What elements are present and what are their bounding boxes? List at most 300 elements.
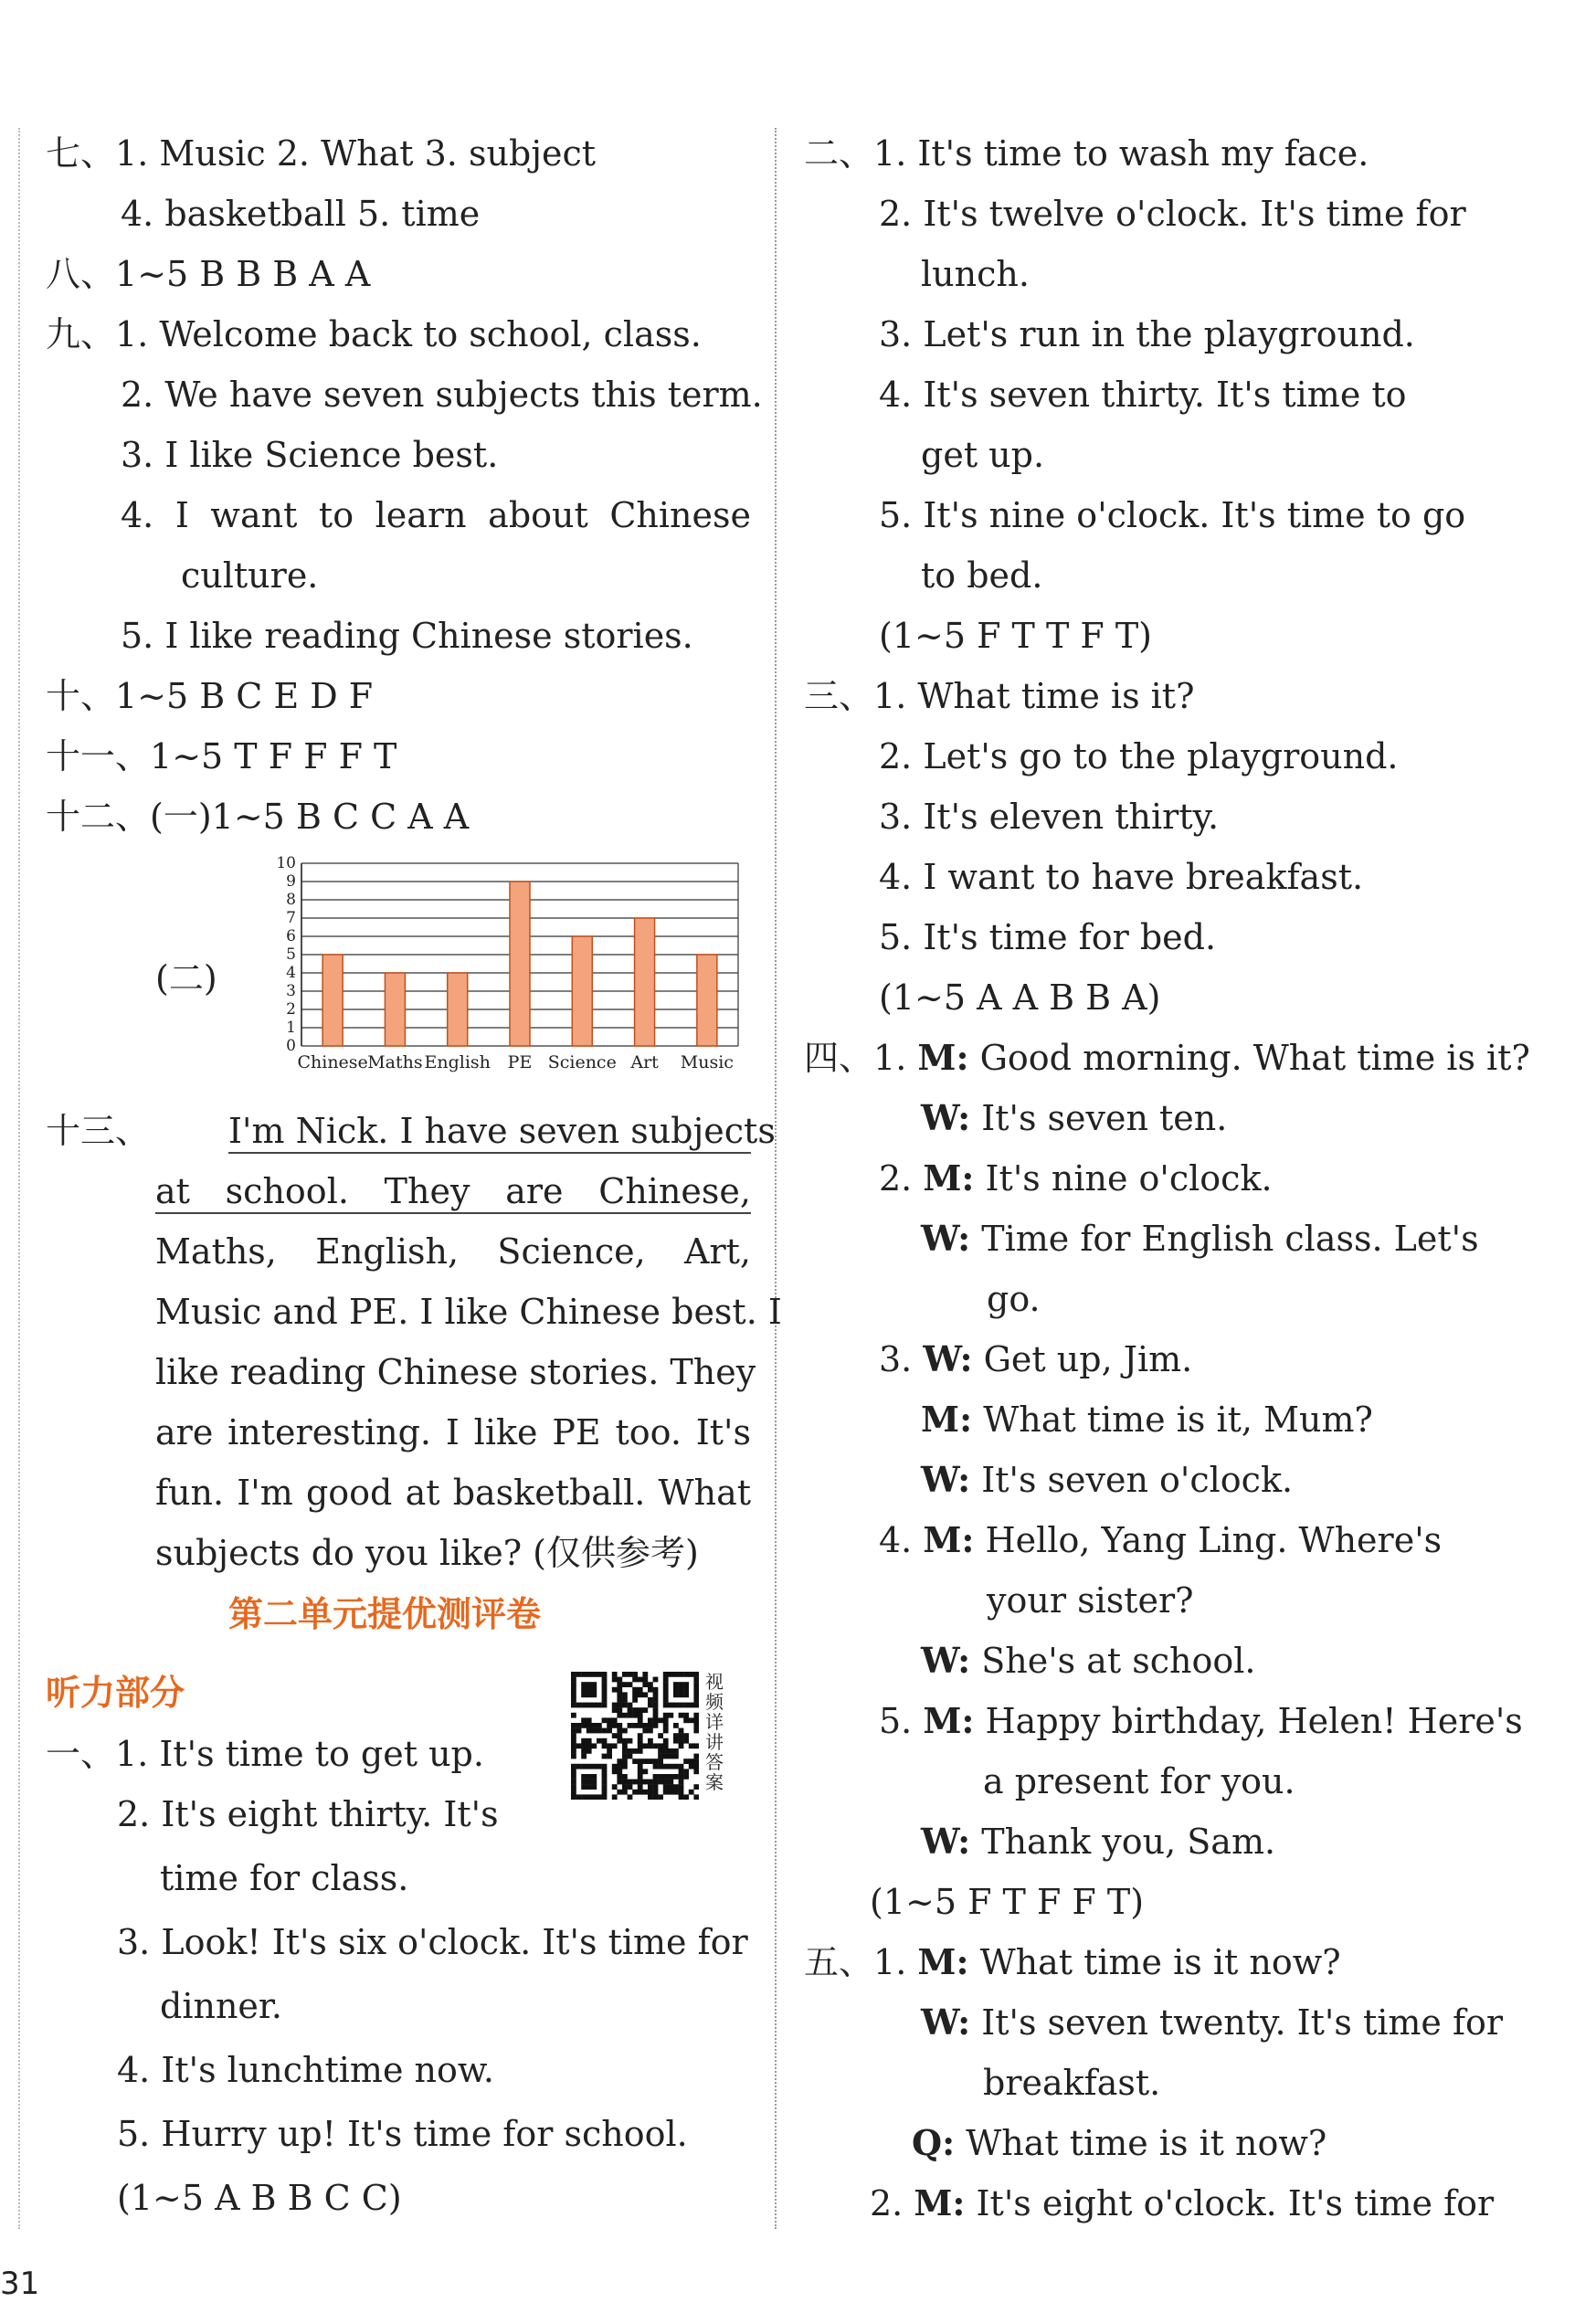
section-3 — [804, 675, 1194, 717]
qr-module — [587, 1717, 592, 1723]
qr-module — [663, 1713, 669, 1718]
section-4-q5-w — [921, 1821, 1275, 1863]
qr-module — [642, 1723, 648, 1728]
qr-module — [648, 1743, 653, 1748]
section-8-answers: 1~5 B B B A A — [115, 254, 371, 294]
qr-module — [632, 1713, 638, 1718]
qr-module — [622, 1728, 628, 1734]
qr-module — [576, 1703, 582, 1708]
qr-module — [617, 1682, 622, 1687]
qr-module — [689, 1703, 694, 1708]
qr-module — [576, 1764, 582, 1769]
section-9-line-4: 4. I want to learn about Chinese — [121, 495, 751, 535]
qr-module — [668, 1748, 673, 1754]
dialogue-text: Good morning. What time is it? — [979, 1038, 1530, 1078]
section-4-q4-w — [921, 1640, 1256, 1682]
qr-module — [632, 1672, 638, 1677]
section-4-q4-m-cont: your sister? — [987, 1580, 1194, 1621]
qr-module — [622, 1759, 628, 1764]
qr-module — [602, 1780, 608, 1785]
qr-module — [581, 1794, 587, 1800]
qr-module — [622, 1774, 628, 1780]
bar-pe — [510, 882, 530, 1046]
qr-module — [653, 1784, 659, 1790]
section-2 — [804, 132, 1369, 174]
qr-module — [673, 1764, 679, 1769]
qr-module — [617, 1703, 622, 1708]
qr-module — [597, 1738, 602, 1744]
speaker-w: W: — [921, 1459, 971, 1500]
qr-module — [617, 1733, 622, 1738]
qr-module — [607, 1748, 612, 1754]
qr-module — [576, 1723, 582, 1728]
section-13-line-4: Music and PE. I like Chinese best. I — [155, 1292, 782, 1332]
qr-module — [602, 1774, 608, 1780]
qr-module — [679, 1672, 684, 1677]
qr-module — [693, 1728, 699, 1734]
qr-module — [617, 1723, 622, 1728]
qr-module — [673, 1754, 679, 1759]
qr-module — [653, 1692, 659, 1697]
speaker-w: W: — [921, 2001, 971, 2043]
section-4-q2-w — [921, 1218, 1479, 1260]
dialogue-text: Get up, Jim. — [983, 1339, 1193, 1379]
qr-module — [653, 1713, 659, 1718]
section-1-line-4: 4. It's lunchtime now. — [117, 2050, 494, 2090]
y-tick-label: 5 — [286, 945, 296, 964]
qr-module — [663, 1723, 669, 1728]
qr-module — [612, 1764, 618, 1769]
qr-module — [632, 1707, 638, 1713]
qr-module — [668, 1774, 673, 1780]
speaker-m: M: — [917, 1941, 969, 1982]
qr-module — [679, 1769, 684, 1774]
section-5-q1-m — [804, 1941, 1341, 1983]
section-13-line-8: subjects do you like? (仅供参考) — [155, 1533, 699, 1573]
qr-module — [571, 1682, 576, 1687]
qr-module — [689, 1759, 694, 1764]
section-2-line-5-cont: to bed. — [921, 555, 1043, 596]
section-3-heading: 三、 — [804, 676, 874, 716]
qr-module — [571, 1697, 576, 1703]
section-1-answers: (1~5 A B B C C) — [117, 2178, 402, 2218]
qr-module — [591, 1723, 597, 1728]
qr-module — [602, 1717, 608, 1723]
qr-module — [591, 1794, 597, 1800]
qr-module — [638, 1748, 643, 1754]
section-2-line-4-cont: get up. — [921, 435, 1045, 475]
qr-module — [587, 1774, 592, 1780]
section-5-q1-w — [921, 2001, 1503, 2044]
qr-module — [693, 1769, 699, 1774]
qr-module — [673, 1703, 679, 1708]
qr-module — [638, 1769, 643, 1774]
section-4-q1-m — [804, 1037, 1530, 1079]
qr-module — [597, 1703, 602, 1708]
section-4-q5-m-cont: a present for you. — [983, 1761, 1295, 1801]
qr-module — [658, 1754, 663, 1759]
section-9-line-4-cont: culture. — [181, 555, 319, 596]
qr-module — [689, 1672, 694, 1677]
qr-module — [642, 1672, 648, 1677]
section-9-line-5: 5. I like reading Chinese stories. — [121, 616, 693, 656]
qr-module — [683, 1703, 689, 1708]
section-9-line-3: 3. I like Science best. — [121, 435, 499, 475]
speaker-w: W: — [923, 1338, 973, 1379]
qr-module — [642, 1759, 648, 1764]
qr-module — [638, 1692, 643, 1697]
qr-caption: 视频详讲答案 — [705, 1671, 724, 1793]
qr-module — [597, 1672, 602, 1677]
section-4-q3-w — [879, 1338, 1192, 1380]
qr-module — [663, 1780, 669, 1785]
qr-module — [653, 1774, 659, 1780]
qr-module — [653, 1794, 659, 1800]
qr-module — [622, 1784, 628, 1790]
section-1-line-3-cont: dinner. — [160, 1986, 282, 2026]
qr-module — [632, 1748, 638, 1754]
qr-module — [642, 1677, 648, 1683]
qr-module — [642, 1769, 648, 1774]
qr-module — [587, 1672, 592, 1677]
qr-module — [693, 1687, 699, 1693]
y-tick-label: 4 — [286, 964, 296, 982]
y-tick-label: 3 — [286, 982, 296, 1000]
qr-module — [642, 1743, 648, 1748]
y-tick-label: 7 — [286, 909, 296, 927]
section-5-q2-m — [870, 2182, 1494, 2224]
qr-module — [602, 1672, 608, 1677]
qr-module — [612, 1784, 618, 1790]
section-10-heading: 十、 — [46, 676, 116, 716]
section-2-answers: (1~5 F T T F T) — [879, 616, 1153, 656]
qr-module — [648, 1703, 653, 1708]
qr-module — [683, 1717, 689, 1723]
qr-module — [679, 1728, 684, 1734]
qr-module — [653, 1677, 659, 1683]
speaker-m: M: — [923, 1700, 975, 1741]
qr-module — [612, 1717, 618, 1723]
qr-module — [638, 1790, 643, 1795]
qr-module — [571, 1703, 576, 1708]
section-1-line-1: 1. It's time to get up. — [115, 1734, 484, 1774]
page-number: 31 — [0, 2265, 40, 2302]
qr-module — [571, 1723, 576, 1728]
x-tick-label: Chinese — [297, 1052, 368, 1072]
y-tick-label: 10 — [276, 854, 296, 872]
qr-module — [653, 1707, 659, 1713]
qr-module — [693, 1692, 699, 1697]
section-7-heading: 七、 — [46, 133, 116, 174]
qr-module — [648, 1784, 653, 1790]
qr-module — [683, 1794, 689, 1800]
qr-module — [622, 1682, 628, 1687]
qr-module — [612, 1677, 618, 1683]
y-tick-label: 8 — [286, 891, 296, 909]
qr-module — [602, 1687, 608, 1693]
bar-science — [572, 936, 592, 1046]
qr-module — [617, 1774, 622, 1780]
qr-module — [653, 1687, 659, 1693]
section-4-q3-m — [921, 1399, 1373, 1441]
section-5-heading: 五、 — [804, 1942, 874, 1982]
qr-module — [679, 1692, 684, 1697]
dialogue-text: What time is it now? — [979, 1942, 1341, 1982]
qr-module — [693, 1754, 699, 1759]
dialogue-text: It's seven ten. — [981, 1098, 1228, 1138]
qr-module — [683, 1692, 689, 1697]
qr-module — [668, 1754, 673, 1759]
qr-module — [571, 1780, 576, 1785]
qr-module — [693, 1759, 699, 1764]
qr-module — [576, 1743, 582, 1748]
qr-module — [612, 1672, 618, 1677]
qr-module — [602, 1769, 608, 1774]
x-tick-label: PE — [507, 1052, 533, 1072]
qr-module — [648, 1682, 653, 1687]
qr-module — [612, 1794, 618, 1800]
qr-module — [683, 1687, 689, 1693]
qr-module — [663, 1764, 669, 1769]
qr-module — [576, 1672, 582, 1677]
qr-module — [673, 1682, 679, 1687]
unit-title: 第二单元提优测评卷 — [228, 1594, 542, 1634]
qr-module — [658, 1780, 663, 1785]
qr-module — [638, 1723, 643, 1728]
section-5-q1-w-cont: breakfast. — [983, 2063, 1161, 2103]
qr-module — [632, 1697, 638, 1703]
qr-module — [668, 1780, 673, 1785]
qr-module — [653, 1764, 659, 1769]
bar-maths — [385, 973, 405, 1046]
section-4-q2-w-cont: go. — [987, 1279, 1041, 1319]
qr-module — [693, 1717, 699, 1723]
qr-module — [673, 1790, 679, 1795]
qr-module — [693, 1682, 699, 1687]
qr-module — [581, 1717, 587, 1723]
qr-module — [628, 1713, 633, 1718]
qr-module — [673, 1748, 679, 1754]
qr-module — [576, 1794, 582, 1800]
section-1-heading: 一、 — [46, 1734, 116, 1774]
qr-module — [663, 1697, 669, 1703]
qr-module — [607, 1717, 612, 1723]
qr-module — [673, 1784, 679, 1790]
qr-module — [689, 1764, 694, 1769]
qr-module — [689, 1743, 694, 1748]
qr-module — [638, 1738, 643, 1744]
qr-module — [591, 1672, 597, 1677]
dialogue-text: It's seven o'clock. — [981, 1460, 1294, 1500]
qr-module — [587, 1723, 592, 1728]
speaker-w: W: — [921, 1097, 971, 1138]
qr-module — [571, 1672, 576, 1677]
section-5-q1-q — [912, 2122, 1326, 2164]
qr-module — [679, 1743, 684, 1748]
x-tick-label: Maths — [367, 1052, 423, 1072]
section-2-line-3: 3. Let's run in the playground. — [879, 314, 1415, 354]
qr-module — [628, 1682, 633, 1687]
qr-module — [587, 1703, 592, 1708]
qr-module — [571, 1790, 576, 1795]
qr-module — [581, 1692, 587, 1697]
dialogue-text: It's nine o'clock. — [985, 1158, 1273, 1199]
section-2-heading: 二、 — [804, 133, 874, 174]
qr-module — [642, 1682, 648, 1687]
q-number: 5. — [879, 1701, 913, 1741]
qr-module — [683, 1713, 689, 1718]
qr-module — [663, 1790, 669, 1795]
qr-module — [663, 1774, 669, 1780]
qr-module — [648, 1728, 653, 1734]
qr-module — [679, 1713, 684, 1718]
speaker-w: W: — [921, 1821, 971, 1862]
qr-module — [683, 1759, 689, 1764]
bar-music — [697, 955, 717, 1046]
qr-module — [653, 1780, 659, 1785]
qr-module — [679, 1687, 684, 1693]
qr-module — [663, 1692, 669, 1697]
dialogue-text: What time is it now? — [966, 2123, 1327, 2163]
qr-module — [571, 1677, 576, 1683]
qr-module — [679, 1780, 684, 1785]
qr-module — [642, 1728, 648, 1734]
qr-module — [628, 1794, 633, 1800]
qr-module — [628, 1723, 633, 1728]
qr-module — [642, 1780, 648, 1785]
qr-module — [658, 1717, 663, 1723]
qr-module — [668, 1790, 673, 1795]
qr-module — [581, 1738, 587, 1744]
section-4-q2-m — [879, 1157, 1273, 1199]
y-tick-label: 6 — [286, 927, 296, 945]
section-3-line-3: 3. It's eleven thirty. — [879, 797, 1220, 837]
section-1-line-3: 3. Look! It's six o'clock. It's time for — [117, 1922, 748, 1962]
qr-module — [617, 1728, 622, 1734]
qr-module — [587, 1764, 592, 1769]
qr-module — [571, 1769, 576, 1774]
qr-module — [571, 1692, 576, 1697]
qr-module — [679, 1738, 684, 1744]
qr-module — [617, 1677, 622, 1683]
speaker-w: W: — [921, 1218, 971, 1259]
qr-module — [622, 1672, 628, 1677]
qr-module — [617, 1769, 622, 1774]
dialogue-text: Time for English class. Let's — [981, 1219, 1479, 1259]
section-11-heading: 十一、 — [46, 736, 151, 776]
dialogue-text: Hello, Yang Ling. Where's — [985, 1520, 1443, 1560]
section-4-q1-w — [921, 1097, 1227, 1139]
qr-module — [581, 1743, 587, 1748]
qr-module — [597, 1728, 602, 1734]
qr-module — [658, 1764, 663, 1769]
section-1-line-2: 2. It's eight thirty. It's — [117, 1794, 499, 1834]
section-13-line-2: at school. They are Chinese, — [155, 1170, 751, 1214]
section-7 — [46, 132, 596, 174]
qr-module — [617, 1707, 622, 1713]
column-divider — [775, 128, 777, 2229]
qr-module — [663, 1672, 669, 1677]
qr-module — [591, 1743, 597, 1748]
qr-module — [612, 1703, 618, 1708]
qr-module — [663, 1677, 669, 1683]
qr-module — [648, 1697, 653, 1703]
qr-module — [679, 1733, 684, 1738]
qr-module — [591, 1687, 597, 1693]
qr-module — [648, 1759, 653, 1764]
qr-module — [622, 1780, 628, 1785]
qr-module — [617, 1687, 622, 1693]
qr-module — [607, 1754, 612, 1759]
qr-module — [571, 1733, 576, 1738]
qr-code-icon[interactable] — [571, 1672, 699, 1800]
qr-module — [628, 1754, 633, 1759]
q-number: 3. — [879, 1339, 913, 1379]
y-tick-label: 0 — [286, 1037, 296, 1055]
qr-module — [581, 1687, 587, 1693]
qr-module — [648, 1738, 653, 1744]
qr-module — [638, 1743, 643, 1748]
speaker-m: M: — [914, 2182, 966, 2223]
qr-module — [683, 1682, 689, 1687]
qr-module — [602, 1682, 608, 1687]
qr-module — [658, 1733, 663, 1738]
y-tick-label: 9 — [286, 872, 296, 891]
qr-module — [648, 1717, 653, 1723]
qr-module — [617, 1790, 622, 1795]
qr-module — [602, 1677, 608, 1683]
section-9-line-2: 2. We have seven subjects this term. — [121, 375, 763, 415]
q-number: 2. — [879, 1158, 913, 1199]
qr-module — [638, 1764, 643, 1769]
x-tick-label: Music — [680, 1052, 734, 1072]
qr-module — [683, 1769, 689, 1774]
qr-module — [612, 1733, 618, 1738]
section-12-heading: 十二、 — [46, 797, 151, 837]
qr-module — [653, 1723, 659, 1728]
qr-module — [673, 1692, 679, 1697]
qr-module — [638, 1780, 643, 1785]
qr-module — [628, 1738, 633, 1744]
section-10-answers: 1~5 B C E D F — [115, 676, 374, 716]
qr-module — [581, 1723, 587, 1728]
section-13-line-6: are interesting. I like PE too. It's — [155, 1412, 751, 1452]
section-9-heading: 九、 — [46, 314, 116, 354]
qr-module — [602, 1784, 608, 1790]
section-12-part-2-label: (二) — [155, 958, 217, 998]
qr-module — [591, 1784, 597, 1790]
section-4-q5-m — [879, 1700, 1523, 1742]
qr-module — [663, 1743, 669, 1748]
qr-module — [587, 1682, 592, 1687]
qr-module — [628, 1784, 633, 1790]
qr-module — [591, 1703, 597, 1708]
qr-module — [622, 1692, 628, 1697]
qr-module — [571, 1794, 576, 1800]
qr-module — [683, 1738, 689, 1744]
section-4-q3-w2 — [921, 1459, 1293, 1501]
qr-module — [602, 1692, 608, 1697]
y-tick-label: 2 — [286, 1000, 296, 1019]
qr-module — [693, 1784, 699, 1790]
qr-module — [689, 1790, 694, 1795]
qr-module — [571, 1748, 576, 1754]
section-9-line-1: 1. Welcome back to school, class. — [115, 314, 702, 354]
q-number: 1. — [873, 1038, 907, 1078]
qr-module — [581, 1748, 587, 1754]
qr-module — [622, 1764, 628, 1769]
qr-module — [638, 1759, 643, 1764]
